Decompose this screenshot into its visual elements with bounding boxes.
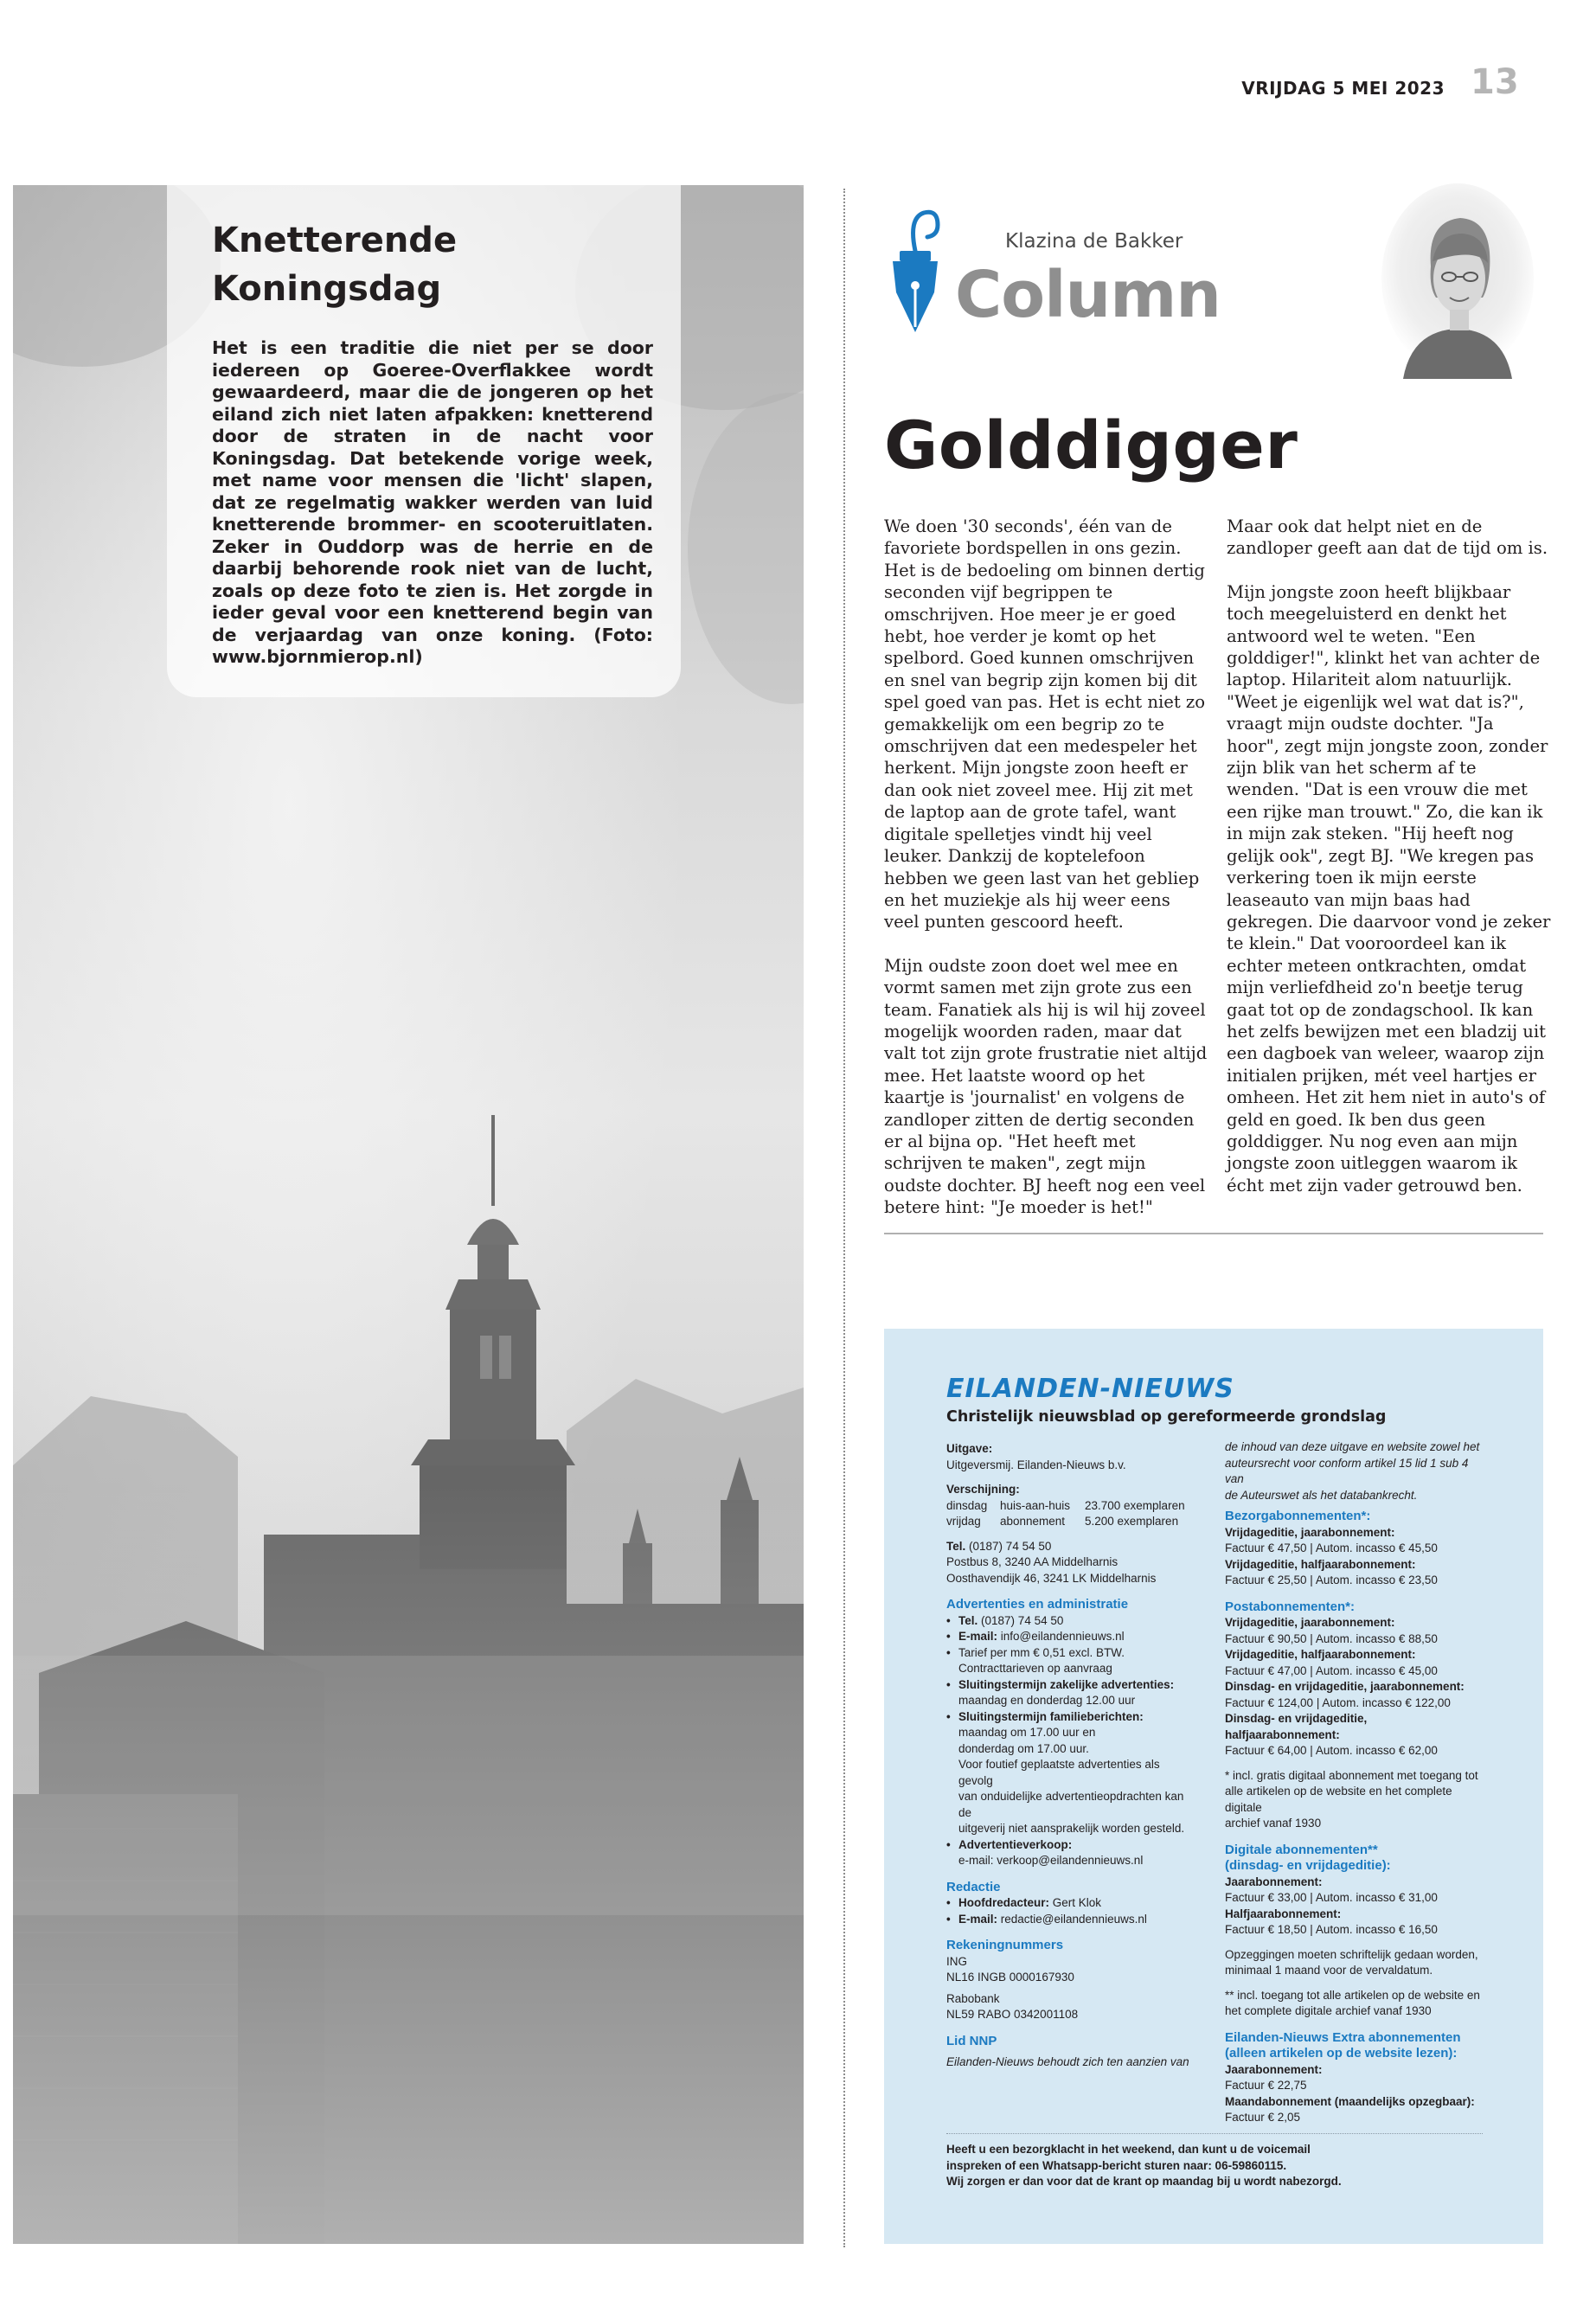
post-vj-label: Vrijdageditie, jaarabonnement: — [1225, 1616, 1395, 1629]
colofon-footer — [946, 2142, 1483, 2190]
adv-verkoop-label: • Advertentieverkoop: — [946, 1837, 1197, 1854]
copyright-cont-2: auteursrecht voor conform artikel 15 lid 1 sub 4 van — [1225, 1456, 1469, 1485]
post-vj-value: Factuur € 90,50 | Autom. incasso € 88,50 — [1225, 1631, 1438, 1645]
verschijning-row: vrijdag abonnement 5.200 exemplaren — [946, 1515, 1179, 1528]
opzegging-2: minimaal 1 maand voor de vervaldatum. — [1225, 1964, 1433, 1977]
post-dvj-label: Dinsdag- en vrijdageditie, jaarabonnement: — [1225, 1680, 1465, 1693]
adv-sluit-familie-value1: maandag om 17.00 uur en — [958, 1726, 1096, 1739]
advertenties-heading: Advertenties en administratie — [946, 1597, 1129, 1612]
fountain-pen-icon — [884, 206, 946, 336]
verschijning-row: dinsdag huis-aan-huis 23.700 exemplaren — [946, 1498, 1185, 1512]
adv-sluit-familie-value2: donderdag om 17.00 uur. — [958, 1741, 1089, 1755]
adv-disclaimer-2: van onduidelijke advertentieopdrachten kan de — [958, 1790, 1184, 1819]
bezorg-jaar-label: Vrijdageditie, jaarabonnement: — [1225, 1525, 1395, 1539]
page-number: 13 — [1471, 62, 1519, 102]
newspaper-logo: EILANDEN-NIEUWS — [946, 1374, 1234, 1404]
bank-iban: NL16 INGB 0000167930 — [946, 1971, 1074, 1984]
extra-heading-1: Eilanden-Nieuws Extra abonnementen — [1225, 2029, 1461, 2045]
extra-maand-label: Maandabonnement (maandelijks opzegbaar): — [1225, 2094, 1475, 2108]
author-portrait — [1377, 183, 1538, 379]
digi-half-value: Factuur € 18,50 | Autom. incasso € 16,50 — [1225, 1923, 1438, 1936]
post-vh-label: Vrijdageditie, halfjaarabonnement: — [1225, 1648, 1416, 1661]
column-author: Klazina de Bakker — [1005, 230, 1183, 253]
adv-disclaimer-1: Voor foutief geplaatste advertenties als gevolg — [958, 1758, 1160, 1787]
digi-heading-1: Digitale abonnementen** — [1225, 1842, 1378, 1857]
column-paragraph: Mijn oudste zoon doet wel mee en vormt samen met zijn grote zus een team. Fanatiek als hij is wil hij zoveel mogelijk woorden raden, maar dat valt tot zijn grote frustratie niet altijd mee. Het laatste woord op het kaartje is 'journalist' en volgens de zandloper zitten de dertig seconden er al bijna op. "Het heeft met schrijven te maken", zegt mijn oudste dochter. BJ heeft nog een veel betere hint: "Je moeder is het!" — [884, 955, 1208, 1218]
footnote-2a: ** incl. toegang tot alle artikelen op de website en — [1225, 1988, 1480, 2002]
telephone: Tel. (0187) 74 54 50 — [946, 1539, 1052, 1553]
address-postbus: Postbus 8, 3240 AA Middelharnis — [946, 1555, 1118, 1568]
bank-iban: NL59 RABO 0342001108 — [946, 2008, 1079, 2021]
bezorg-heading: Bezorgabonnementen*: — [1225, 1509, 1371, 1523]
column-body-right — [1227, 516, 1551, 1218]
page-date: VRIJDAG 5 MEI 2023 — [1241, 78, 1445, 99]
adv-tarief: • Tarief per mm € 0,51 excl. BTW. — [946, 1645, 1197, 1662]
column-paragraph: Mijn jongste zoon heeft blijkbaar toch meegeluisterd en denkt het antwoord wel te weten. "Een golddiger!", klinkt het van achter de laptop. Hilariteit alom natuurlijk. "Weet je eigenlijk wel wat dat is?", vraagt mijn oudste dochter. "Ja hoor", zegt mijn jongste zoon, zonder zijn blik van het scherm af te wenden. "Dat is een vrouw die met een rijke man trouwt." Zo, die kan ik in mijn zak steken. "Hij heeft nog gelijk ook", zegt BJ. "We kregen pas verkering toen ik mijn eerste leaseauto van mijn baas had gekregen. Die daarvoor vond je zeker te klein." Dat vooroordeel kan ik echter meteen ontkrachten, omdat mijn verliefdheid zo'n beetje terug gaat tot op de zondagschool. Ik kan het zelfs bewijzen met een bladzij uit een dagboek van weleer, waarop zijn initialen prijken, mét veel hartjes er omheen. Het zit hem niet in auto's of geld en goed. Ik ben dus geen golddigger. Nu nog even aan mijn jongste zoon uitleggen waarom ik écht met zijn vader getrouwd ben. — [1227, 581, 1551, 1195]
post-dvh-value: Factuur € 64,00 | Autom. incasso € 62,00 — [1225, 1744, 1438, 1757]
digi-jaar-label: Jaarabonnement: — [1225, 1875, 1323, 1888]
extra-jaar-value: Factuur € 22,75 — [1225, 2079, 1307, 2092]
digi-heading-2: (dinsdag- en vrijdageditie): — [1225, 1858, 1391, 1873]
uitgave-label: Uitgave: — [946, 1442, 993, 1455]
adv-sluit-zakelijk-label: • Sluitingstermijn zakelijke advertenties: — [946, 1677, 1197, 1694]
column-label: Column — [955, 258, 1221, 332]
footnote-1a: * incl. gratis digitaal abonnement met toegang tot — [1225, 1768, 1478, 1782]
caption-text: Het is een traditie die niet per se door iedereen op Goeree-Overflakkee wordt gewaardeerd, maar die de jongeren op het eiland zich niet laten afpakken: knetterend door de straten in de nacht voor Koningsdag. Dat betekende vorige week, met name voor mensen die 'licht' slapen, dat ze regelmatig wakker werden van luid knetterende brommer- en scooteruitlaten. Zeker in Ouddorp was de herrie en de daarbij behorende rook niet van de lucht, zoals op deze foto te zien is. Het zorgde in ieder geval voor een knetterend begin van de verjaardag van onze koning. (Foto: www.bjornmierop.nl) — [212, 337, 653, 667]
footer-line-2: inspreken of een Whatsapp-bericht sturen naar: 06-59860115. — [946, 2158, 1287, 2172]
post-dvh-label: Dinsdag- en vrijdageditie, halfjaarabonnement: — [1225, 1712, 1368, 1741]
redactie-heading: Redactie — [946, 1879, 1001, 1894]
uitgave-value: Uitgeversmij. Eilanden-Nieuws b.v. — [946, 1458, 1126, 1471]
colofon-right-column — [1225, 1439, 1484, 2126]
footer-line-3: Wij zorgen er dan voor dat de krant op maandag bij u wordt nabezorgd. — [946, 2175, 1342, 2188]
colofon-box — [884, 1329, 1543, 2244]
adv-email[interactable]: • E-mail: info@eilandennieuws.nl — [946, 1629, 1197, 1645]
photo-caption-box — [167, 185, 681, 697]
copyright-start: Eilanden-Nieuws behoudt zich ten aanzien van — [946, 2055, 1189, 2068]
extra-jaar-label: Jaarabonnement: — [1225, 2062, 1323, 2076]
adv-sluit-familie-label: • Sluitingstermijn familieberichten: — [946, 1709, 1197, 1726]
vertical-divider — [843, 189, 845, 2247]
footnote-2b: het complete digitale archief vanaf 1930 — [1225, 2004, 1432, 2017]
bezorg-half-label: Vrijdageditie, halfjaarabonnement: — [1225, 1557, 1416, 1571]
horizontal-divider — [884, 1233, 1543, 1234]
redactie-email[interactable]: • E-mail: redactie@eilandennieuws.nl — [946, 1912, 1197, 1928]
bank-name: ING — [946, 1954, 968, 1968]
adv-sluit-zakelijk-value: maandag en donderdag 12.00 uur — [958, 1694, 1136, 1707]
column-headline: Golddigger — [884, 407, 1298, 484]
footnote-1b: alle artikelen op de website en het complete digitale — [1225, 1785, 1452, 1814]
lid-nnp-heading: Lid NNP — [946, 2033, 997, 2048]
column-body-left — [884, 516, 1208, 1240]
colofon-separator — [946, 2133, 1483, 2134]
extra-maand-value: Factuur € 2,05 — [1225, 2111, 1301, 2124]
copyright-cont-3: de Auteurswet als het databankrecht. — [1225, 1488, 1418, 1502]
footnote-1c: archief vanaf 1930 — [1225, 1817, 1322, 1830]
rekening-heading: Rekeningnummers — [946, 1938, 1064, 1952]
bezorg-jaar-value: Factuur € 47,50 | Autom. incasso € 45,50 — [1225, 1541, 1438, 1554]
caption-title — [212, 216, 653, 313]
post-vh-value: Factuur € 47,00 | Autom. incasso € 45,00 — [1225, 1663, 1438, 1677]
post-heading: Postabonnementen*: — [1225, 1599, 1356, 1614]
adv-disclaimer-3: uitgeverij niet aansprakelijk worden gesteld. — [958, 1822, 1185, 1835]
digi-half-label: Halfjaarabonnement: — [1225, 1907, 1342, 1920]
adv-telephone: • Tel. (0187) 74 54 50 — [946, 1613, 1197, 1630]
footer-line-1: Heeft u een bezorgklacht in het weekend, dan kunt u de voicemail — [946, 2143, 1311, 2156]
copyright-cont-1: de inhoud van deze uitgave en website zowel het — [1225, 1440, 1480, 1453]
hoofdredacteur: • Hoofdredacteur: Gert Klok — [946, 1895, 1197, 1912]
column-paragraph: Maar ook dat helpt niet en de zandloper geeft aan dat de tijd om is. — [1227, 516, 1548, 559]
digi-jaar-value: Factuur € 33,00 | Autom. incasso € 31,00 — [1225, 1891, 1438, 1904]
caption-title-line2: Koningsdag — [212, 269, 442, 309]
newspaper-subtitle: Christelijk nieuwsblad op gereformeerde grondslag — [946, 1408, 1387, 1426]
bank-name: Rabobank — [946, 1991, 1000, 2005]
adv-contract: Contracttarieven op aanvraag — [958, 1662, 1112, 1675]
address-street: Oosthavendijk 46, 3241 LK Middelharnis — [946, 1571, 1157, 1585]
adv-verkoop-value[interactable]: e-mail: verkoop@eilandennieuws.nl — [958, 1854, 1144, 1867]
column-paragraph: We doen '30 seconds', één van de favoriete bordspellen in ons gezin. Het is de bedoeling om binnen dertig seconden vijf begrippen te omschrijven. Hoe meer je er goed hebt, hoe verder je komt op het spelbord. Goed kunnen omschrijven en snel van begrip zijn komen bij dit spel goed van pas. Het is echt niet zo gemakkelijk om een begrip zo te omschrijven dat een medespeler het herkent. Mijn jongste zoon heeft er dan ook niet zoveel mee. Hij zit met de laptop aan de grote tafel, want digitale spelletjes vindt hij veel leuker. Dankzij de koptelefoon hebben we geen last van het gebliep en het muziekje als hij weer eens veel punten gescoord heeft. — [884, 516, 1206, 933]
opzegging-1: Opzeggingen moeten schriftelijk gedaan worden, — [1225, 1947, 1478, 1961]
extra-heading-2: (alleen artikelen op de website lezen): — [1225, 2046, 1458, 2061]
post-dvj-value: Factuur € 124,00 | Autom. incasso € 122,00 — [1225, 1695, 1451, 1709]
colofon-left-column — [946, 1441, 1197, 2071]
caption-title-line1: Knetterende — [212, 221, 458, 260]
bezorg-half-value: Factuur € 25,50 | Autom. incasso € 23,50 — [1225, 1574, 1438, 1586]
verschijning-label: Verschijning: — [946, 1483, 1020, 1496]
